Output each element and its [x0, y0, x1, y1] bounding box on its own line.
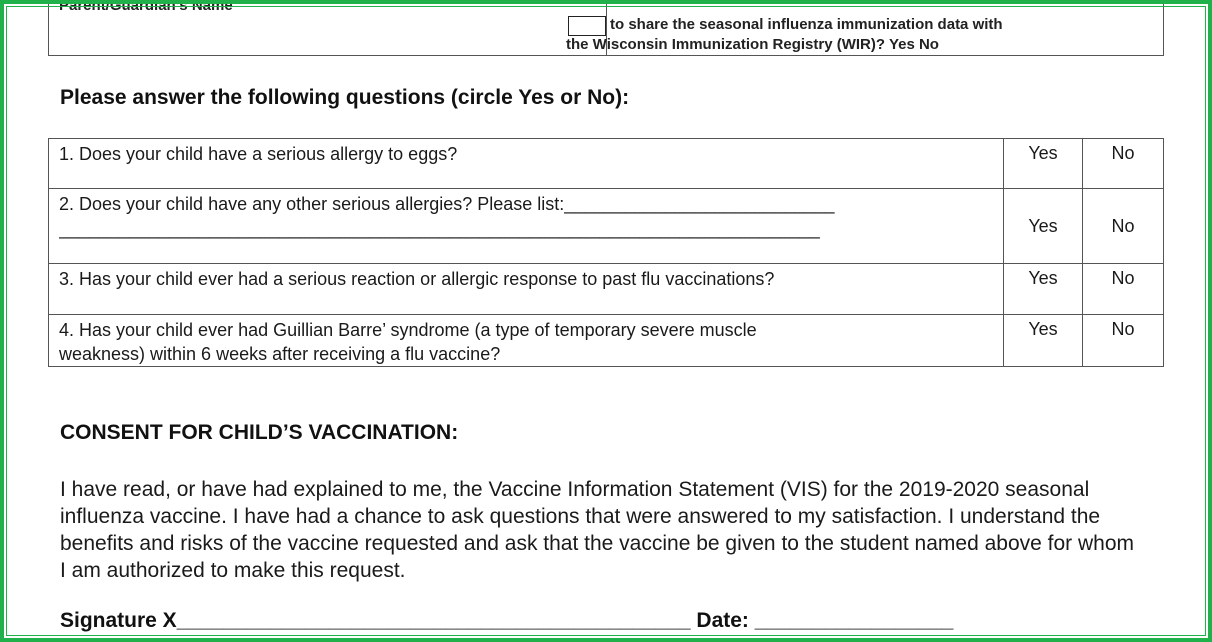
question-text-line-1: 4. Has your child ever had Guillian Barre’ syndrome (a type of temporary severe muscle [59, 320, 757, 340]
question-row [49, 264, 1164, 315]
consent-body: I have read, or have had explained to me, the Vaccine Information Statement (VIS) for the 2019-2020 seasonal influenza vaccine. I have had a chance to ask questions that were answered to my satisfaction. I understand the benefits and risks of the vaccine requested and ask that the vaccine be given to the student named above for whom I am authorized to make this request. [60, 478, 1134, 582]
yes-option[interactable]: Yes [1004, 264, 1083, 315]
question-text: 1. Does your child have a serious allergy to eggs? [49, 139, 1004, 189]
signature-date-line[interactable]: Signature X____________________________________________ Date: _________________ [60, 609, 954, 632]
question-row [49, 189, 1164, 264]
consent-heading: CONSENT FOR CHILD’S VACCINATION: [60, 421, 459, 444]
yes-option[interactable]: Yes [1004, 189, 1083, 264]
questions-heading: Please answer the following questions (circle Yes or No): [60, 86, 630, 109]
question-text-line-1: 2. Does your child have any other serious allergies? Please list:___________________________ [59, 194, 835, 214]
no-option[interactable]: No [1083, 189, 1164, 264]
wir-consent-line-1: to share the seasonal influenza immunization data with [610, 16, 1003, 33]
yes-option[interactable]: Yes [1004, 315, 1083, 367]
no-option[interactable]: No [1083, 139, 1164, 189]
question-row [49, 139, 1164, 189]
no-option[interactable]: No [1083, 315, 1164, 367]
wir-consent-line-2: the Wisconsin Immunization Registry (WIR)? Yes No [566, 36, 939, 53]
allergy-list-line[interactable]: ____________________________________________________________________________ [59, 219, 820, 239]
question-row [49, 315, 1164, 367]
guardian-name-cell[interactable] [49, 0, 607, 55]
question-text [49, 189, 1004, 264]
question-text: 3. Has your child ever had a serious reaction or allergic response to past flu vaccinations? [49, 264, 1004, 315]
yes-option[interactable]: Yes [1004, 139, 1083, 189]
questions-table [48, 138, 1164, 367]
wir-consent-text [566, 15, 1106, 55]
guardian-name-label: Parent/Guardian’s Name [59, 0, 233, 14]
question-text-line-2: weakness) within 6 weeks after receiving a flu vaccine? [59, 344, 501, 364]
question-text [49, 315, 1004, 367]
no-option[interactable]: No [1083, 264, 1164, 315]
